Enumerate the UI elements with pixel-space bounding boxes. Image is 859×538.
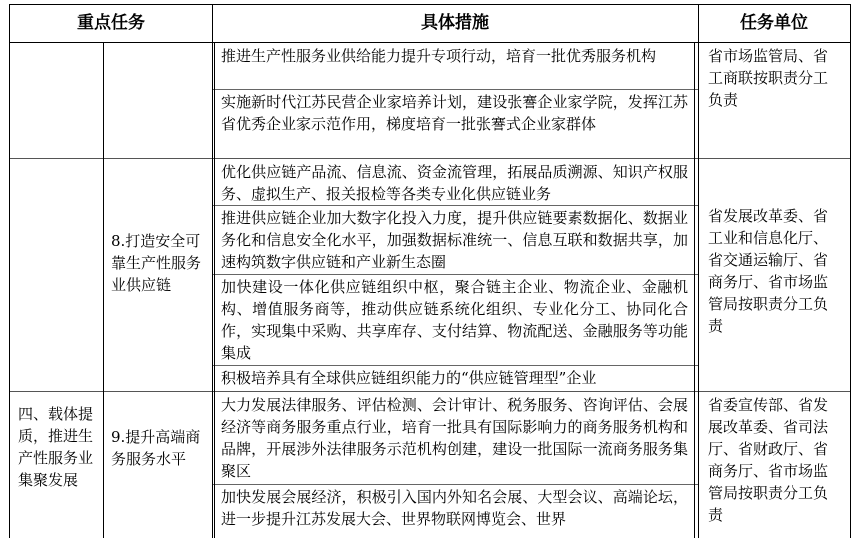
- unit-cell: 省委宣传部、省发展改革委、省司法厅、省财政厅、省商务厅、省市场监管局按职责分工负责: [708, 396, 829, 524]
- measure-divider: [212, 365, 698, 366]
- col-divider: [694, 42, 695, 538]
- col-divider: [698, 4, 699, 538]
- measure-divider: [212, 484, 698, 485]
- key-task-cell: 四、载体提质，推进生产性服务业集聚发展: [18, 405, 94, 489]
- sub-task-cell: 8.打造安全可靠生产性服务业供应链: [111, 232, 202, 294]
- measure-cell: 加快发展会展经济，积极引入国内外知名会展、大型会议、高端论坛，进一步提升江苏发展大会、世界物联网博览会、世界: [221, 488, 688, 528]
- measure-divider: [212, 274, 698, 275]
- measure-cell: 大力发展法律服务、评估检测、会计审计、税务服务、咨询评估、会展经济等商务服务重点行业，培育一批具有国际影响力的商务服务机构和品牌，开展涉外法律服务示范机构创建，建设一批国际一流商务服务集聚区: [221, 396, 688, 480]
- measure-cell: 优化供应链产品流、信息流、资金流管理，拓展品质溯源、知识产权服务、虚拟生产、报关报检等各类专业化供应链业务: [221, 163, 688, 203]
- table-border-top: [9, 4, 851, 5]
- header-divider: [9, 42, 851, 43]
- col-divider: [214, 42, 215, 538]
- col-divider: [212, 4, 213, 538]
- header-measures: 具体措施: [421, 13, 489, 33]
- measure-divider: [212, 205, 698, 206]
- row-divider: [9, 391, 851, 392]
- row-divider: [9, 158, 851, 159]
- header-unit: 任务单位: [740, 13, 808, 33]
- table-border-right: [850, 4, 851, 538]
- measure-cell: 实施新时代江苏民营企业家培养计划，建设张謇企业家学院，发挥江苏省优秀企业家示范作用，梯度培育一批张謇式企业家群体: [221, 93, 688, 133]
- measure-cell: 推进供应链企业加大数字化投入力度，提升供应链要素数据化、数据业务化和信息安全化水平，加强数据标准统一、信息互联和数据共享，加速构筑数字供应链和产业新生态圈: [221, 209, 688, 271]
- measure-cell: 加快建设一体化供应链组织中枢，聚合链主企业、物流企业、金融机构、增值服务商等，推动供应链系统化组织、专业化分工、协同化合作，实现集中采购、共享库存、支付结算、物流配送、金融服务等功能集成: [221, 278, 688, 362]
- unit-cell: 省发展改革委、省工业和信息化厅、省交通运输厅、省商务厅、省市场监管局按职责分工负责: [708, 207, 829, 335]
- measure-cell: 积极培养具有全球供应链组织能力的“供应链管理型”企业: [221, 369, 597, 387]
- measure-cell: 推进生产性服务业供给能力提升专项行动，培育一批优秀服务机构: [221, 47, 657, 65]
- unit-cell: 省市场监管局、省工商联按职责分工负责: [708, 47, 829, 109]
- sub-task-cell: 9.提升高端商务服务水平: [111, 428, 201, 468]
- table-border-left: [9, 4, 10, 538]
- header-key-task: 重点任务: [77, 13, 145, 33]
- measure-divider: [212, 89, 698, 90]
- col-divider: [103, 42, 104, 538]
